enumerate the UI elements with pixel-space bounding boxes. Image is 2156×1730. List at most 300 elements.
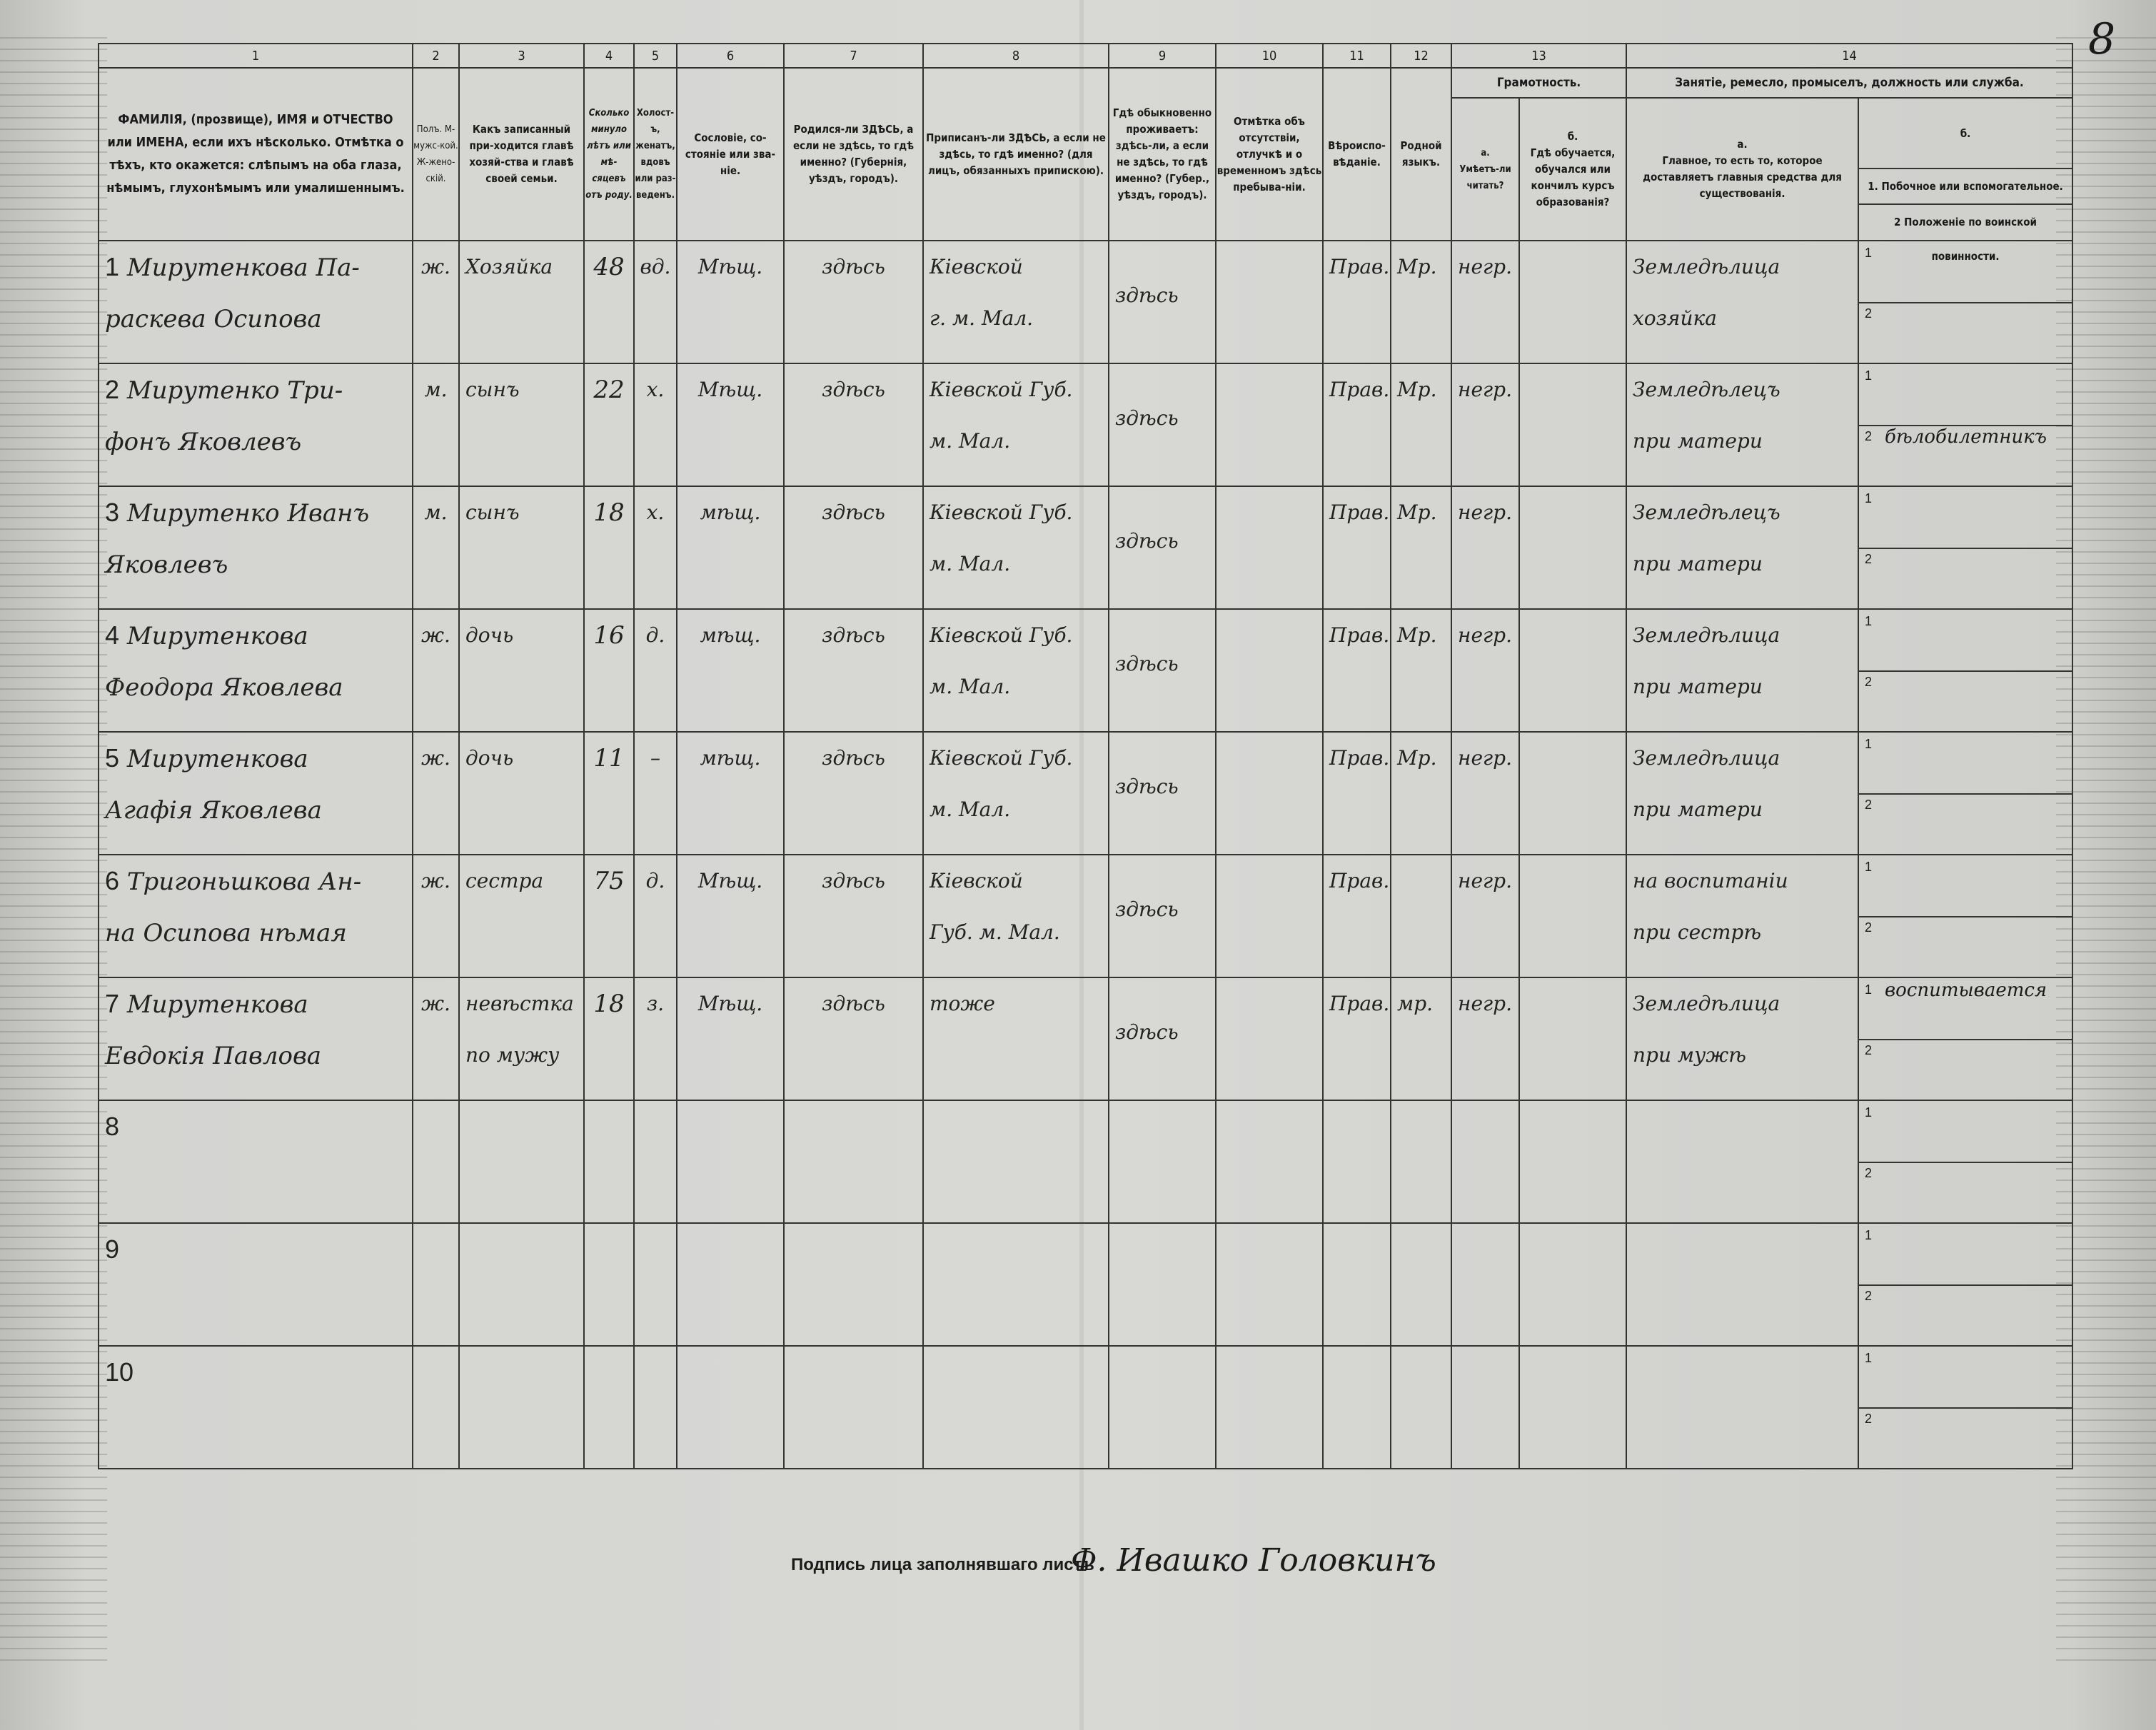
relation-value: сестра xyxy=(465,869,544,892)
sex-value: м. xyxy=(424,378,448,401)
header-registration: Приписанъ-ли ЗДѢСЬ, а если не здѣсь, то гдѣ именно? (для лицъ, обязанныхъ припискою). xyxy=(923,68,1109,241)
occupation-line-1: Земледѣлица xyxy=(1633,255,1780,278)
registration-line-1: Кіевской Губ. xyxy=(930,378,1073,401)
registration-line-2: г. м. Мал. xyxy=(930,306,1034,330)
table-row xyxy=(99,241,2072,363)
cell-name xyxy=(99,732,413,855)
cell-registration xyxy=(923,1346,1109,1469)
name-text-1: Мирутенко Иванъ xyxy=(126,499,370,528)
name-line-2: раскева Осипова xyxy=(105,305,322,333)
side-mark-1: 1 xyxy=(1865,491,1873,506)
header-side-occupation-2: 2 Положеніе по воинской повинности. xyxy=(1894,216,2037,263)
cell-residence xyxy=(1109,732,1216,855)
header-main-occupation-mark: а. xyxy=(1737,138,1748,151)
cell-education xyxy=(1519,609,1626,732)
cell-name xyxy=(99,363,413,486)
estate-value: Мѣщ. xyxy=(697,255,763,278)
table-row xyxy=(99,486,2072,609)
cell-relation xyxy=(459,1346,584,1469)
age-value: 16 xyxy=(593,621,625,650)
col-num-8: 8 xyxy=(923,44,1109,68)
col-num-4: 4 xyxy=(584,44,634,68)
residence-value: здѣсь xyxy=(1115,897,1179,921)
row-number: 5 xyxy=(105,743,120,773)
cell-name xyxy=(99,1100,413,1223)
registration-line-2: м. Мал. xyxy=(930,552,1011,575)
table-row xyxy=(99,855,2072,977)
cell-residence xyxy=(1109,977,1216,1100)
cell-residence xyxy=(1109,241,1216,363)
side-occupation-value: воспитывается xyxy=(1885,980,2047,1001)
col-num-6: 6 xyxy=(677,44,784,68)
estate-value: мѣщ. xyxy=(700,501,761,524)
cell-registration xyxy=(923,855,1109,977)
cell-sex xyxy=(413,486,459,609)
cell-marital xyxy=(634,977,677,1100)
table-row xyxy=(99,1100,2072,1223)
marital-value: д. xyxy=(645,623,665,647)
side-mark-2: 2 xyxy=(1865,1412,1873,1426)
name-line-1 xyxy=(99,1101,412,1153)
cell-language xyxy=(1391,609,1451,732)
language-value: Мр. xyxy=(1397,501,1437,524)
cell-education xyxy=(1519,1100,1626,1223)
cell-name xyxy=(99,1223,413,1346)
name-line-2: Евдокія Павлова xyxy=(105,1042,322,1070)
cell-birthplace xyxy=(784,977,923,1100)
cell-can-read xyxy=(1451,486,1519,609)
sex-value: ж. xyxy=(421,869,450,892)
cell-registration xyxy=(923,977,1109,1100)
relation-value: Хозяйка xyxy=(465,255,553,278)
marital-value: – xyxy=(650,746,660,770)
name-line-1 xyxy=(99,1224,412,1276)
registration-line-1: Кіевской Губ. xyxy=(930,501,1073,524)
row-number: 9 xyxy=(105,1234,120,1264)
literacy-value: негр. xyxy=(1458,623,1512,647)
military-status-value: бѣлобилетникъ xyxy=(1885,426,2047,448)
cell-marital xyxy=(634,1346,677,1469)
birthplace-value: здѣсь xyxy=(822,746,885,770)
left-margin-print xyxy=(0,29,107,1671)
age-value: 18 xyxy=(593,498,625,527)
relation-value: дочь xyxy=(465,623,514,647)
cell-education xyxy=(1519,1223,1626,1346)
cell-language xyxy=(1391,241,1451,363)
cell-language xyxy=(1391,732,1451,855)
header-side-occupation-1: 1. Побочное или вспомогательное. xyxy=(1859,169,2072,205)
cell-language xyxy=(1391,1100,1451,1223)
cell-residence xyxy=(1109,1223,1216,1346)
side-mark-1: 1 xyxy=(1865,1105,1873,1120)
birthplace-value: здѣсь xyxy=(822,869,885,892)
col-num-11: 11 xyxy=(1323,44,1391,68)
literacy-value: негр. xyxy=(1458,378,1512,401)
cell-relation xyxy=(459,855,584,977)
name-line-1 xyxy=(99,241,412,293)
name-text-1: Мирутенко Три- xyxy=(126,376,343,405)
cell-name xyxy=(99,855,413,977)
cell-sex xyxy=(413,977,459,1100)
header-row xyxy=(99,68,2072,98)
cell-age xyxy=(584,241,634,363)
row-number: 10 xyxy=(105,1357,134,1387)
cell-residence xyxy=(1109,1100,1216,1223)
cell-birthplace xyxy=(784,1346,923,1469)
cell-can-read xyxy=(1451,855,1519,977)
side-mark-1: 1 xyxy=(1865,368,1873,383)
literacy-value: негр. xyxy=(1458,501,1512,524)
side-mark-2: 2 xyxy=(1865,306,1873,321)
marital-value: з. xyxy=(646,992,665,1015)
side-mark-1: 1 xyxy=(1865,614,1873,628)
cell-marital xyxy=(634,363,677,486)
cell-marital xyxy=(634,855,677,977)
row-number: 8 xyxy=(105,1112,120,1141)
cell-registration xyxy=(923,609,1109,732)
cell-main-occupation xyxy=(1626,1346,1858,1469)
cell-main-occupation xyxy=(1626,1223,1858,1346)
cell-estate xyxy=(677,241,784,363)
col-num-2: 2 xyxy=(413,44,459,68)
side-occupation-divider xyxy=(1859,670,2072,672)
literacy-value: негр. xyxy=(1458,992,1512,1015)
cell-main-occupation xyxy=(1626,241,1858,363)
name-text-1: Мирутенкова xyxy=(126,745,308,773)
cell-sex xyxy=(413,609,459,732)
row-number: 4 xyxy=(105,620,120,650)
occupation-line-2: при мужѣ xyxy=(1633,1043,1746,1067)
census-rows xyxy=(99,241,2072,1469)
col-num-13: 13 xyxy=(1451,44,1626,68)
col-num-14: 14 xyxy=(1626,44,2072,68)
header-side-occupation-mark: б. xyxy=(1859,99,2072,169)
language-value: Мр. xyxy=(1397,623,1437,647)
row-number: 3 xyxy=(105,498,120,527)
col-num-3: 3 xyxy=(459,44,584,68)
cell-registration xyxy=(923,1223,1109,1346)
registration-line-1: тоже xyxy=(930,992,995,1015)
birthplace-value: здѣсь xyxy=(822,623,885,647)
row-number: 7 xyxy=(105,989,120,1018)
marital-value: д. xyxy=(645,869,665,892)
cell-education xyxy=(1519,486,1626,609)
cell-marital xyxy=(634,732,677,855)
sex-value: ж. xyxy=(421,746,450,770)
registration-line-1: Кіевской xyxy=(930,869,1023,892)
cell-residence xyxy=(1109,1346,1216,1469)
cell-marital xyxy=(634,486,677,609)
religion-value: Прав. xyxy=(1329,869,1390,892)
estate-value: мѣщ. xyxy=(700,623,761,647)
cell-sex xyxy=(413,732,459,855)
cell-relation xyxy=(459,1223,584,1346)
cell-residence xyxy=(1109,609,1216,732)
marital-value: х. xyxy=(646,501,665,524)
side-mark-1: 1 xyxy=(1865,737,1873,751)
religion-value: Прав. xyxy=(1329,501,1390,524)
header-birthplace: Родился-ли ЗДѢСЬ, а если не здѣсь, то гдѣ именно? (Губернія, уѣздъ, городъ). xyxy=(784,68,923,241)
cell-age xyxy=(584,977,634,1100)
cell-age xyxy=(584,1223,634,1346)
occupation-line-2: при матери xyxy=(1633,675,1763,698)
cell-estate xyxy=(677,486,784,609)
occupation-line-1: Земледѣлица xyxy=(1633,992,1780,1015)
cell-residence xyxy=(1109,486,1216,609)
cell-estate xyxy=(677,1223,784,1346)
cell-sex xyxy=(413,855,459,977)
header-can-read xyxy=(1451,98,1519,241)
table-row xyxy=(99,609,2072,732)
table-row xyxy=(99,977,2072,1100)
cell-side-occupation xyxy=(1858,241,2072,363)
signature-label: Подпись лица заполнявшаго листъ xyxy=(791,1555,1094,1574)
cell-language xyxy=(1391,1346,1451,1469)
name-line-1 xyxy=(99,978,412,1030)
language-value: Мр. xyxy=(1397,255,1437,278)
name-line-2: Яковлевъ xyxy=(105,550,228,579)
language-value: Мр. xyxy=(1397,746,1437,770)
col-num-7: 7 xyxy=(784,44,923,68)
cell-relation xyxy=(459,241,584,363)
name-line-1 xyxy=(99,487,412,539)
name-text-1: Мирутенкова Па- xyxy=(126,253,360,282)
table-row xyxy=(99,732,2072,855)
cell-religion xyxy=(1323,855,1391,977)
cell-estate xyxy=(677,977,784,1100)
header-literacy: Грамотность. xyxy=(1451,68,1626,98)
cell-relation xyxy=(459,486,584,609)
signature-value: Ф. Ивашко Головкинъ xyxy=(1071,1542,1436,1579)
cell-age xyxy=(584,363,634,486)
header-religion: Вѣроиспо-вѣданіе. xyxy=(1323,68,1391,241)
cell-can-read xyxy=(1451,1346,1519,1469)
cell-absence xyxy=(1216,855,1323,977)
cell-education xyxy=(1519,241,1626,363)
occupation-line-1: Земледѣлица xyxy=(1633,623,1780,647)
cell-marital xyxy=(634,609,677,732)
cell-birthplace xyxy=(784,363,923,486)
cell-religion xyxy=(1323,609,1391,732)
name-line-1 xyxy=(99,1347,412,1399)
cell-residence xyxy=(1109,363,1216,486)
header-absence: Отмѣтка объ отсутствіи, отлучкѣ и о временномъ здѣсь пребыва-ніи. xyxy=(1216,68,1323,241)
residence-value: здѣсь xyxy=(1115,1020,1179,1044)
literacy-value: негр. xyxy=(1458,255,1512,278)
cell-marital xyxy=(634,1223,677,1346)
cell-age xyxy=(584,609,634,732)
cell-education xyxy=(1519,363,1626,486)
cell-main-occupation xyxy=(1626,855,1858,977)
cell-sex xyxy=(413,1346,459,1469)
cell-religion xyxy=(1323,977,1391,1100)
side-mark-2: 2 xyxy=(1865,1043,1873,1057)
col-num-9: 9 xyxy=(1109,44,1216,68)
cell-name xyxy=(99,977,413,1100)
cell-main-occupation xyxy=(1626,732,1858,855)
name-line-2: Агафія Яковлева xyxy=(105,796,322,825)
side-occupation-divider xyxy=(1859,1162,2072,1163)
header-name: ФАМИЛІЯ, (прозвище), ИМЯ и ОТЧЕСТВО или ИМЕНА, если ихъ нѣсколько. Отмѣтка о тѣхъ, кто окажется: слѣпымъ на оба глаза, нѣмымъ, глухонѣмымъ или умалишеннымъ. xyxy=(99,68,413,241)
birthplace-value: здѣсь xyxy=(822,255,885,278)
col-num-10: 10 xyxy=(1216,44,1323,68)
cell-main-occupation xyxy=(1626,486,1858,609)
marital-value: вд. xyxy=(640,255,671,278)
name-line-2: на Осипова нѣмая xyxy=(105,919,347,947)
religion-value: Прав. xyxy=(1329,378,1390,401)
name-line-2: фонъ Яковлевъ xyxy=(105,428,302,456)
header-occupation: Занятіе, ремесло, промыселъ, должность или служба. xyxy=(1626,68,2072,98)
language-value: мр. xyxy=(1397,992,1434,1015)
cell-absence xyxy=(1216,1346,1323,1469)
registration-line-2: м. Мал. xyxy=(930,798,1011,821)
side-mark-1: 1 xyxy=(1865,860,1873,874)
cell-absence xyxy=(1216,732,1323,855)
birthplace-value: здѣсь xyxy=(822,501,885,524)
name-line-1 xyxy=(99,364,412,416)
name-text-1: Мирутенкова xyxy=(126,990,308,1019)
occupation-line-1: Земледѣлица xyxy=(1633,746,1780,770)
cell-can-read xyxy=(1451,363,1519,486)
cell-estate xyxy=(677,855,784,977)
cell-marital xyxy=(634,1100,677,1223)
cell-birthplace xyxy=(784,732,923,855)
occupation-line-2: при матери xyxy=(1633,798,1763,821)
registration-line-1: Кіевской xyxy=(930,255,1023,278)
cell-birthplace xyxy=(784,486,923,609)
cell-side-occupation xyxy=(1858,732,2072,855)
side-mark-2: 2 xyxy=(1865,675,1873,689)
cell-side-occupation xyxy=(1858,609,2072,732)
cell-marital xyxy=(634,241,677,363)
residence-value: здѣсь xyxy=(1115,775,1179,798)
side-mark-2: 2 xyxy=(1865,1289,1873,1303)
table-row xyxy=(99,363,2072,486)
cell-side-occupation xyxy=(1858,363,2072,486)
estate-value: Мѣщ. xyxy=(697,378,763,401)
residence-value: здѣсь xyxy=(1115,529,1179,553)
header-education-text: Гдѣ обучается, обучался или кончилъ курсъ образованія? xyxy=(1530,146,1616,208)
relation-value: сынъ xyxy=(465,378,520,401)
estate-value: Мѣщ. xyxy=(697,992,763,1015)
birthplace-value: здѣсь xyxy=(822,378,885,401)
side-mark-1: 1 xyxy=(1865,246,1873,260)
cell-can-read xyxy=(1451,1223,1519,1346)
cell-absence xyxy=(1216,1100,1323,1223)
literacy-value: негр. xyxy=(1458,869,1512,892)
marital-value: х. xyxy=(646,378,665,401)
cell-age xyxy=(584,486,634,609)
header-can-read-mark: а. xyxy=(1481,147,1490,159)
header-education-mark: б. xyxy=(1567,129,1578,143)
header-relation: Какъ записанный при-ходится главѣ хозяй-ства и главѣ своей семьи. xyxy=(459,68,584,241)
cell-registration xyxy=(923,732,1109,855)
side-mark-1: 1 xyxy=(1865,1351,1873,1365)
row-number: 6 xyxy=(105,866,120,895)
cell-name xyxy=(99,486,413,609)
residence-value: здѣсь xyxy=(1115,406,1179,430)
name-line-1 xyxy=(99,855,412,907)
cell-birthplace xyxy=(784,1223,923,1346)
cell-estate xyxy=(677,1100,784,1223)
cell-religion xyxy=(1323,732,1391,855)
cell-absence xyxy=(1216,486,1323,609)
age-value: 48 xyxy=(593,253,625,281)
side-occupation-divider xyxy=(1859,916,2072,917)
cell-education xyxy=(1519,732,1626,855)
cell-religion xyxy=(1323,1223,1391,1346)
side-occupation-divider xyxy=(1859,793,2072,795)
side-mark-2: 2 xyxy=(1865,552,1873,566)
cell-main-occupation xyxy=(1626,363,1858,486)
cell-side-occupation xyxy=(1858,1100,2072,1223)
registration-line-2: Губ. м. Мал. xyxy=(930,920,1060,944)
header-language: Родной языкъ. xyxy=(1391,68,1451,241)
cell-age xyxy=(584,1346,634,1469)
relation-value: невѣстка xyxy=(465,992,574,1015)
religion-value: Прав. xyxy=(1329,255,1390,278)
header-main-occupation-text: Главное, то есть то, которое доставляетъ главныя средства для существованія. xyxy=(1643,154,1842,201)
relation-value: дочь xyxy=(465,746,514,770)
cell-absence xyxy=(1216,1223,1323,1346)
occupation-line-1: Земледѣлецъ xyxy=(1633,378,1780,401)
table-row xyxy=(99,1346,2072,1469)
age-value: 11 xyxy=(593,744,625,773)
cell-relation xyxy=(459,977,584,1100)
table-row xyxy=(99,1223,2072,1346)
cell-sex xyxy=(413,1223,459,1346)
sex-value: ж. xyxy=(421,623,450,647)
side-occupation-divider xyxy=(1859,548,2072,549)
cell-age xyxy=(584,732,634,855)
name-text-1: Мирутенкова xyxy=(126,622,308,650)
header-marital: Холост-ъ, женатъ, вдовъ или раз-веденъ. xyxy=(634,68,677,241)
cell-sex xyxy=(413,363,459,486)
cell-religion xyxy=(1323,1100,1391,1223)
cell-estate xyxy=(677,609,784,732)
cell-estate xyxy=(677,732,784,855)
cell-relation xyxy=(459,609,584,732)
cell-birthplace xyxy=(784,241,923,363)
cell-birthplace xyxy=(784,855,923,977)
sex-value: ж. xyxy=(421,992,450,1015)
cell-education xyxy=(1519,855,1626,977)
header-estate: Сословіе, со-стояніе или зва-ніе. xyxy=(677,68,784,241)
cell-can-read xyxy=(1451,241,1519,363)
sex-value: м. xyxy=(424,501,448,524)
header-main-occupation xyxy=(1626,98,1858,241)
cell-name xyxy=(99,1346,413,1469)
cell-can-read xyxy=(1451,977,1519,1100)
cell-religion xyxy=(1323,486,1391,609)
estate-value: мѣщ. xyxy=(700,746,761,770)
header-age: Сколько минуло лѣтъ или мѣ-сяцевъ отъ роду. xyxy=(584,68,634,241)
religion-value: Прав. xyxy=(1329,623,1390,647)
cell-education xyxy=(1519,1346,1626,1469)
cell-relation xyxy=(459,363,584,486)
occupation-line-2: хозяйка xyxy=(1633,306,1717,330)
col-num-12: 12 xyxy=(1391,44,1451,68)
registration-line-2: м. Мал. xyxy=(930,429,1011,453)
cell-absence xyxy=(1216,241,1323,363)
name-line-1 xyxy=(99,733,412,785)
age-value: 75 xyxy=(593,867,625,895)
header-residence: Гдѣ обыкновенно проживаетъ: здѣсь-ли, а если не здѣсь, то гдѣ именно? (Губер., уѣздъ, городъ). xyxy=(1109,68,1216,241)
side-occupation-divider xyxy=(1859,1284,2072,1286)
cell-side-occupation xyxy=(1858,855,2072,977)
relation-value-2: по мужу xyxy=(465,1043,560,1067)
cell-sex xyxy=(413,241,459,363)
